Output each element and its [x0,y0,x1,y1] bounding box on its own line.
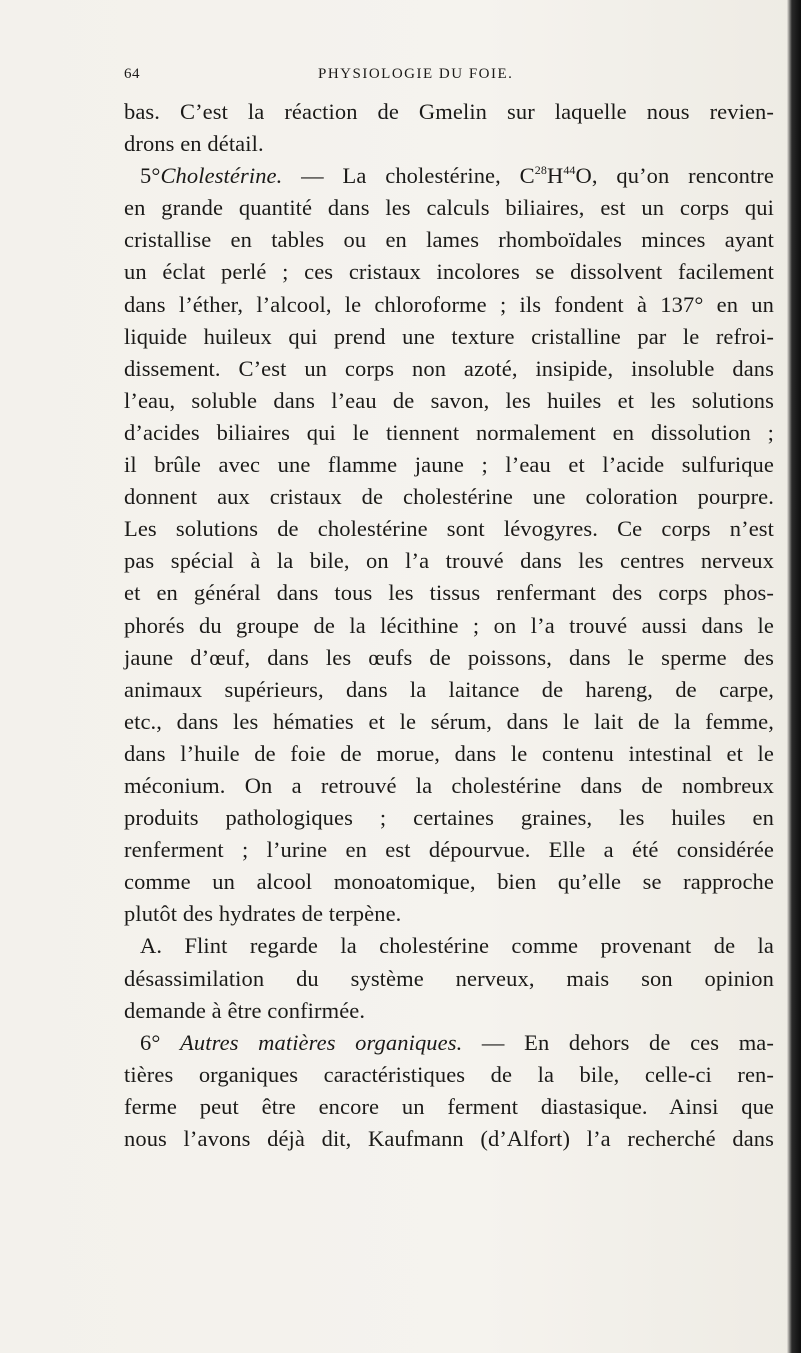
text-line: produits pathologiques ; certaines graines, les huiles en [124,805,774,831]
section-title: Cholestérine. [160,163,283,189]
page-number: 64 [124,66,140,82]
text-line: liquide huileux qui prend une texture cristalline par le refroi- [124,323,774,349]
text-fragment: O, qu’on rencontre [575,163,774,189]
text-line: un éclat perlé ; ces cristaux incolores se dissolvent facilement [124,259,774,285]
text-line: donnent aux cristaux de cholestérine une coloration pourpre. [124,484,774,510]
text-line: d’acides biliaires qui le tiennent normalement en dissolution ; [124,419,774,445]
text-line: et en général dans tous les tissus renfermant des corps phos- [124,580,774,606]
text-line: drons en détail. [124,131,264,157]
body-text [124,96,774,1155]
formula-subscript: 28 [534,163,547,178]
text-line: comme un alcool monoatomique, bien qu’elle se rapproche [124,869,774,895]
section-number: 5° [140,163,161,189]
text-line: Les solutions de cholestérine sont lévogyres. Ce corps n’est [124,516,774,542]
text-line: A. Flint regarde la cholestérine comme provenant de la [140,933,774,959]
text-line: renferment ; l’urine en est dépourvue. Elle a été considérée [124,837,774,863]
text-line: plutôt des hydrates de terpène. [124,901,402,927]
text-line: dans l’huile de foie de morue, dans le contenu intestinal et le [124,740,774,766]
text-line: nous l’avons déjà dit, Kaufmann (d’Alfort) l’a recherché dans [124,1126,774,1151]
text-fragment: — En dehors de ces ma- [462,1029,774,1055]
text-line: ferme peut être encore un ferment diastasique. Ainsi que [124,1093,774,1119]
text-line: méconium. On a retrouvé la cholestérine dans de nombreux [124,772,774,798]
text-line: désassimilation du système nerveux, mais son opinion [124,965,774,991]
text-line: l’eau, soluble dans l’eau de savon, les huiles et les solutions [124,387,774,413]
text-line: pas spécial à la bile, on l’a trouvé dans les centres nerveux [124,548,774,574]
section-number: 6° [140,1029,161,1055]
text-line: bas. C’est la réaction de Gmelin sur laquelle nous revien- [124,99,774,124]
section-title: Autres matières organiques. [180,1029,463,1055]
text-line: il brûle avec une flamme jaune ; l’eau et l’acide sulfurique [124,452,774,478]
text-line: animaux supérieurs, dans la laitance de hareng, de carpe, [124,676,774,702]
text-line: demande à être confirmée. [124,997,366,1023]
section-heading-line [124,160,774,192]
text-fragment: — La cholestérine, C [282,163,535,189]
text-fragment: H [546,163,564,189]
text-line: etc., dans les hématies et le sérum, dans le lait de la femme, [124,708,774,734]
book-spine-edge [787,0,801,1353]
text-line: jaune d’œuf, dans les œufs de poissons, dans le sperme des [124,644,774,670]
text-line: dans l’éther, l’alcool, le chloroforme ; ils fondent à 137° en un [124,291,774,317]
text-line: cristallise en tables ou en lames rhomboïdales minces ayant [124,227,774,253]
text-line: en grande quantité dans les calculs biliaires, est un corps qui [124,195,774,221]
text-line: tières organiques caractéristiques de la bile, celle-ci ren- [124,1061,774,1087]
page-header [0,66,801,88]
running-head: PHYSIOLOGIE DU FOIE. [318,66,514,82]
text-line: dissement. C’est un corps non azoté, insipide, insoluble dans [124,355,774,381]
text-line: phorés du groupe de la lécithine ; on l’a trouvé aussi dans le [124,612,774,638]
formula-subscript: 44 [563,163,576,178]
section-heading-line [124,1027,774,1059]
